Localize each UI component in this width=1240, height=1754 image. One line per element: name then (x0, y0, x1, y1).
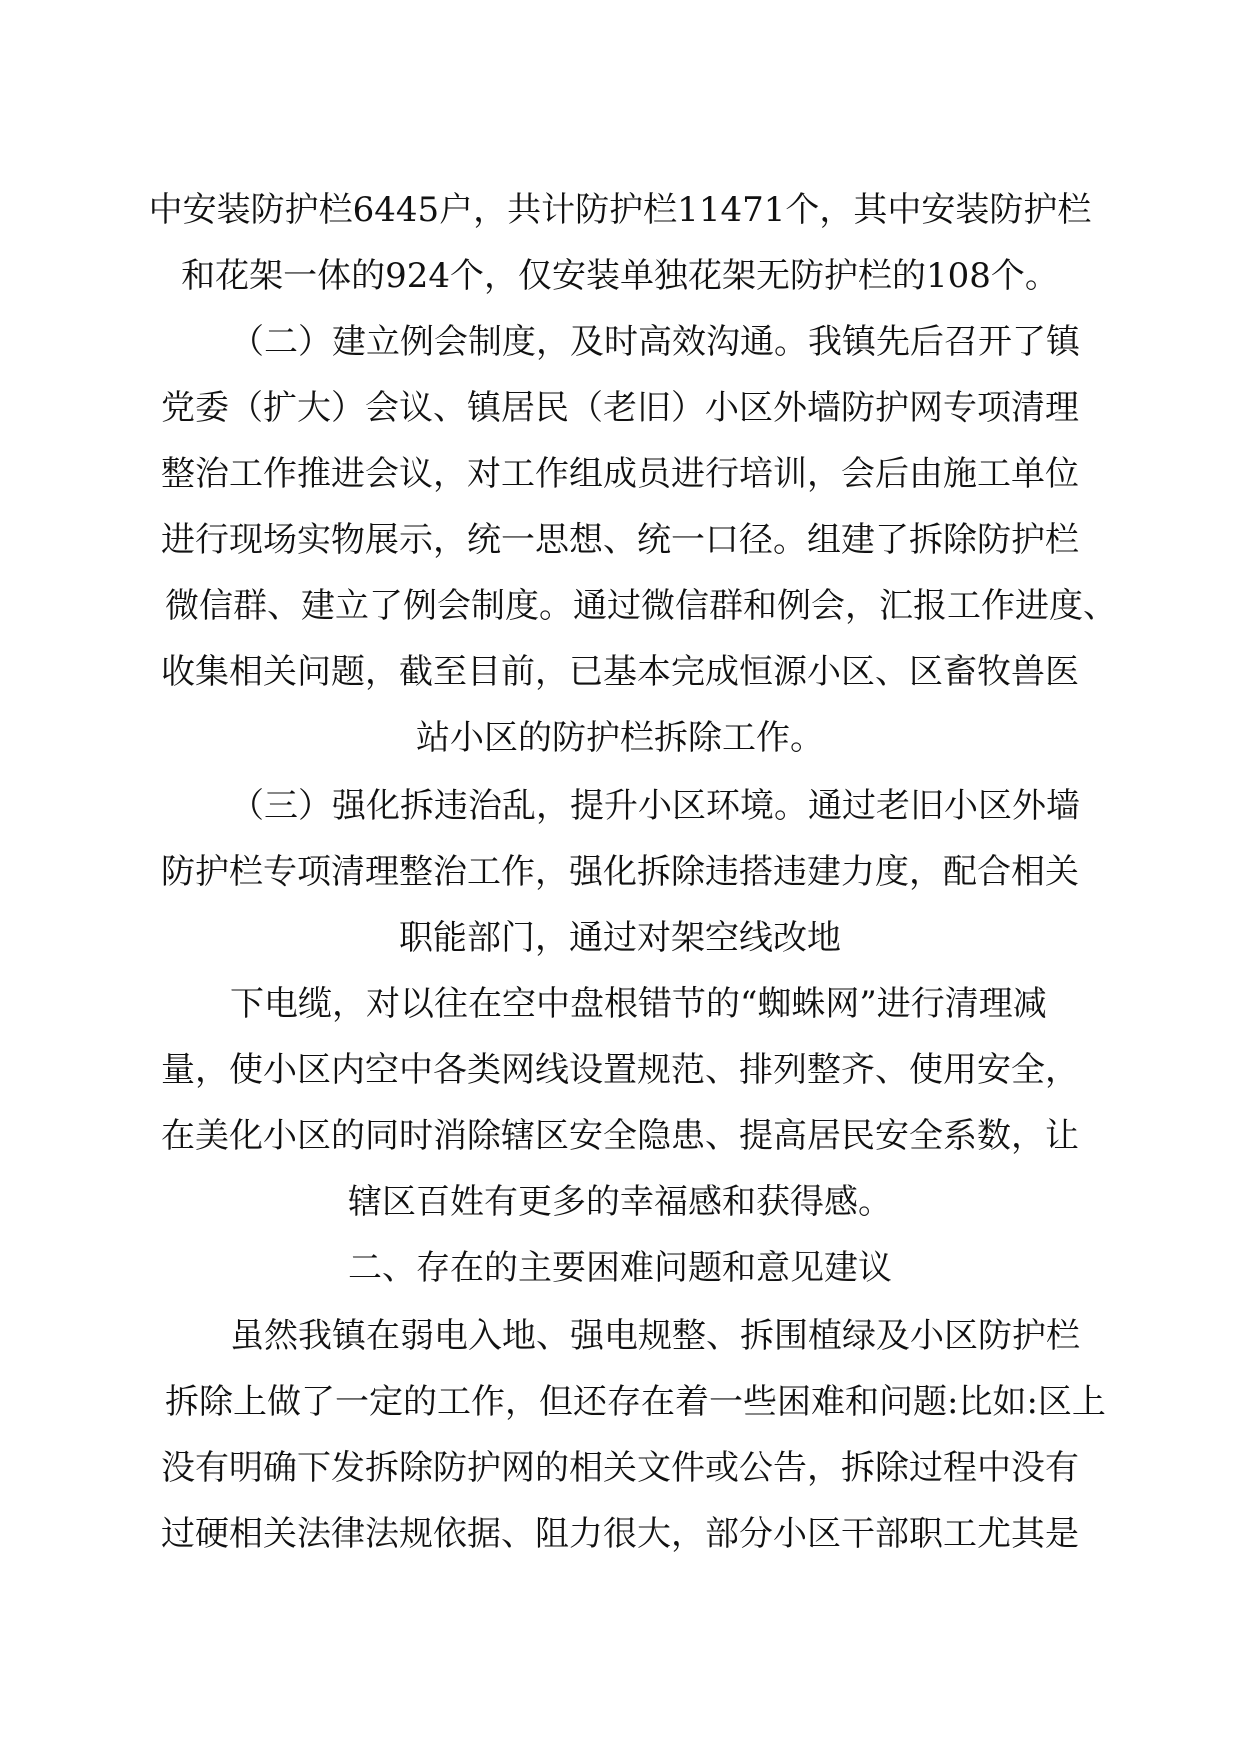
text-line-14: 量，使小区内空中各类网线设置规范、排列整齐、使用安全， (161, 1050, 1079, 1090)
text-line-4: 党委（扩大）会议、镇居民（老旧）小区外墙防护网专项清理 (161, 388, 1079, 428)
text-line-19: 拆除上做了一定的工作，但还存在着一些困难和问题:比如:区上 (165, 1382, 1106, 1422)
section-heading-3: （三）强化拆违治乱，提升小区环境。通过老旧小区外墙 (230, 786, 1080, 826)
text-line-12: 职能部门，通过对架空线改地 (399, 918, 841, 958)
text-line-18: 虽然我镇在弱电入地、强电规整、拆围植绿及小区防护栏 (230, 1316, 1080, 1356)
text-line-2: 和花架一体的924个，仅安装单独花架无防护栏的108个。 (181, 256, 1059, 296)
text-line-20: 没有明确下发拆除防护网的相关文件或公告，拆除过程中没有 (161, 1448, 1079, 1488)
text-line-5: 整治工作推进会议，对工作组成员进行培训，会后由施工单位 (161, 454, 1079, 494)
text-line-8: 收集相关问题，截至目前，已基本完成恒源小区、区畜牧兽医 (161, 652, 1079, 692)
text-line-21: 过硬相关法律法规依据、阻力很大，部分小区干部职工尤其是 (161, 1514, 1079, 1554)
text-line-9: 站小区的防护栏拆除工作。 (416, 718, 824, 758)
text-line-11: 防护栏专项清理整治工作，强化拆除违搭违建力度，配合相关 (161, 852, 1079, 892)
text-line-16: 辖区百姓有更多的幸福感和获得感。 (348, 1182, 892, 1222)
text-line-15: 在美化小区的同时消除辖区安全隐患、提高居民安全系数，让 (161, 1116, 1079, 1156)
text-line-7: 微信群、建立了例会制度。通过微信群和例会，汇报工作进度、 (165, 586, 1117, 626)
text-line-6: 进行现场实物展示，统一思想、统一口径。组建了拆除防护栏 (161, 520, 1079, 560)
text-line-1: 中安装防护栏6445户，共计防护栏11471个，其中安装防护栏 (148, 190, 1092, 230)
text-line-13: 下电缆，对以往在空中盘根错节的“蜘蛛网”进行清理减 (230, 984, 1047, 1024)
main-heading-2: 二、存在的主要困难问题和意见建议 (348, 1248, 892, 1288)
section-heading-2: （二）建立例会制度，及时高效沟通。我镇先后召开了镇 (230, 322, 1080, 362)
